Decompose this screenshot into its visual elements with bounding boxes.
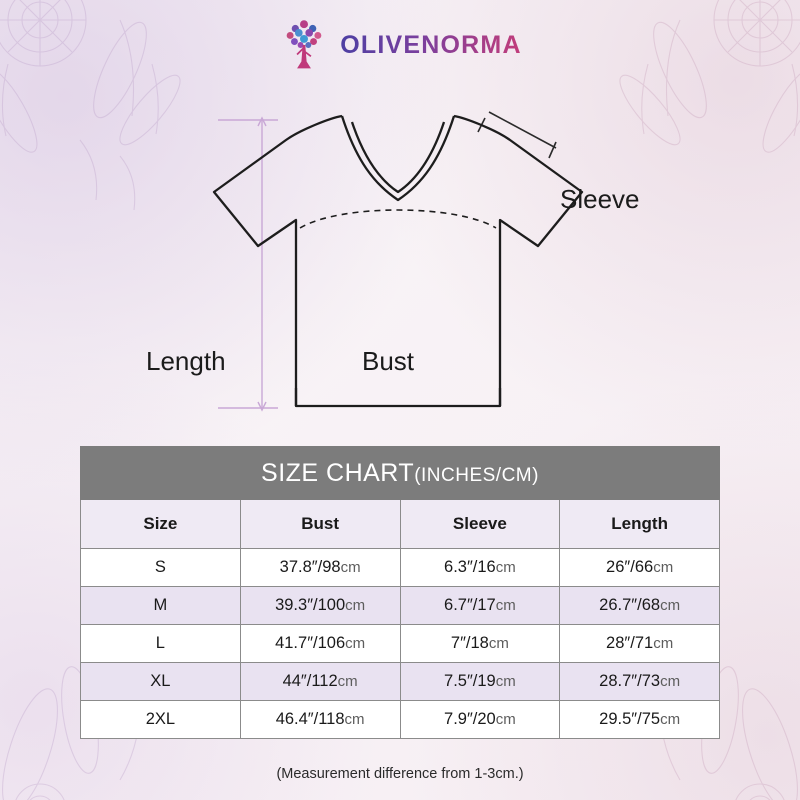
cell-length-unit: cm — [653, 559, 674, 576]
column-header-bust: Bust — [240, 500, 400, 549]
cell-length-unit: cm — [660, 711, 681, 728]
table-title-row — [81, 447, 720, 500]
cell-length — [560, 701, 720, 739]
cell-length-value: 28″/71 — [606, 634, 654, 652]
table-header-row — [81, 500, 720, 549]
measurement-note: (Measurement difference from 1-3cm.) — [276, 766, 524, 782]
cell-bust — [240, 701, 400, 739]
cell-sleeve-unit: cm — [495, 559, 516, 576]
cell-size: XL — [81, 663, 241, 701]
cell-length-unit: cm — [653, 635, 674, 652]
cell-bust-unit: cm — [345, 597, 366, 614]
cell-sleeve-unit: cm — [495, 597, 516, 614]
cell-size: S — [81, 549, 241, 587]
cell-sleeve-value: 7″/18 — [450, 634, 489, 652]
cell-bust — [240, 587, 400, 625]
cell-sleeve-value: 7.9″/20 — [444, 710, 496, 728]
column-header-length: Length — [560, 500, 720, 549]
cell-size: M — [81, 587, 241, 625]
column-header-sleeve: Sleeve — [400, 500, 560, 549]
cell-length-unit: cm — [660, 673, 681, 690]
cell-sleeve-value: 6.7″/17 — [444, 596, 496, 614]
cell-sleeve-value: 6.3″/16 — [444, 558, 496, 576]
cell-length-unit: cm — [660, 597, 681, 614]
label-bust: Bust — [362, 346, 415, 376]
table-row — [81, 549, 720, 587]
brand-logo — [0, 16, 800, 74]
table-title-main: SIZE CHART — [261, 458, 415, 487]
cell-bust-value: 41.7″/106 — [275, 634, 346, 652]
cell-bust-value: 46.4″/118 — [275, 710, 345, 728]
cell-bust-unit: cm — [340, 559, 361, 576]
cell-bust — [240, 549, 400, 587]
table-title — [81, 447, 720, 500]
cell-sleeve-unit: cm — [495, 673, 516, 690]
cell-size: L — [81, 625, 241, 663]
label-sleeve: Sleeve — [560, 184, 640, 214]
garment-illustration — [0, 88, 800, 440]
cell-length — [560, 625, 720, 663]
table-row — [81, 587, 720, 625]
cell-bust — [240, 625, 400, 663]
tshirt-diagram-icon — [0, 88, 800, 440]
label-length: Length — [146, 346, 226, 376]
cell-length-value: 26.7″/68 — [599, 596, 661, 614]
cell-bust-unit: cm — [345, 635, 366, 652]
cell-bust-value: 44″/112 — [282, 672, 338, 690]
table-row — [81, 663, 720, 701]
cell-length-value: 28.7″/73 — [599, 672, 661, 690]
cell-length — [560, 663, 720, 701]
cell-length-value: 26″/66 — [606, 558, 654, 576]
cell-sleeve-value: 7.5″/19 — [444, 672, 496, 690]
cell-bust — [240, 663, 400, 701]
tree-of-life-icon — [278, 16, 330, 74]
column-header-size: Size — [81, 500, 241, 549]
cell-sleeve — [400, 587, 560, 625]
size-chart-table — [80, 446, 720, 739]
cell-sleeve-unit: cm — [488, 635, 509, 652]
cell-length — [560, 549, 720, 587]
size-chart-table-wrapper — [80, 446, 720, 739]
cell-size: 2XL — [81, 701, 241, 739]
cell-sleeve — [400, 663, 560, 701]
table-row — [81, 701, 720, 739]
cell-bust-value: 37.8″/98 — [279, 558, 341, 576]
cell-bust-unit: cm — [337, 673, 358, 690]
cell-bust-value: 39.3″/100 — [275, 596, 346, 614]
cell-length-value: 29.5″/75 — [599, 710, 661, 728]
cell-sleeve — [400, 625, 560, 663]
cell-sleeve-unit: cm — [495, 711, 516, 728]
cell-length — [560, 587, 720, 625]
cell-sleeve — [400, 701, 560, 739]
table-title-unit: (INCHES/CM) — [414, 464, 539, 486]
brand-name: OLIVENORMA — [340, 30, 522, 59]
cell-sleeve — [400, 549, 560, 587]
cell-bust-unit: cm — [344, 711, 365, 728]
table-row — [81, 625, 720, 663]
